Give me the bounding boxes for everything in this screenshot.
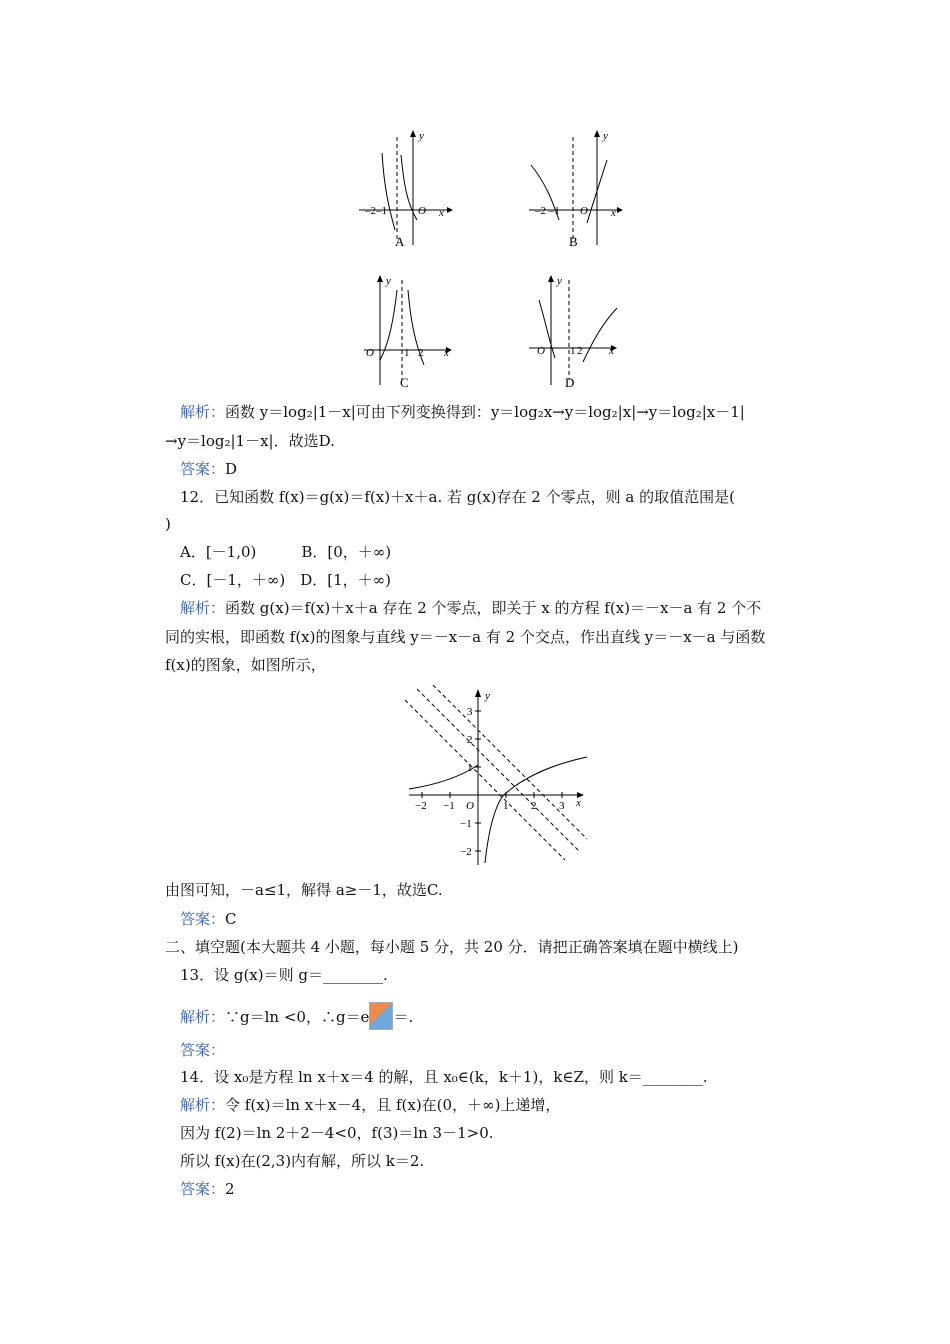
fig-d-origin: O: [537, 345, 545, 357]
fig-a-x: x: [439, 207, 444, 219]
graph-ytick: 1: [467, 762, 473, 774]
broken-image-icon: [369, 1002, 393, 1030]
graph-y-label: y: [485, 690, 490, 702]
q13-stem: 13．设 g(x)＝则 g＝________.: [180, 966, 388, 984]
fig-c-x: x: [444, 347, 449, 359]
graph-origin: O: [466, 800, 474, 812]
q13-answer: 答案：: [180, 1041, 226, 1059]
q12-answer: 答案：C: [180, 910, 237, 928]
figure-d: [525, 270, 625, 395]
q12-stem: 12．已知函数 f(x)＝g(x)＝f(x)＋x＋a. 若 g(x)存在 2 个零点，则 a 的取值范围是(: [180, 488, 735, 506]
q13-analysis: 解析：∵g＝ln <0，∴g＝e ＝.: [180, 1002, 413, 1030]
fig-b-y: y: [603, 130, 608, 142]
fig-d-tick-1: 1: [570, 345, 576, 357]
graph-ytick: −2: [460, 846, 472, 858]
q12-analysis-2: 同的实根，即函数 f(x)的图象与直线 y＝－x－a 有 2 个交点，作出直线 y＝－x－a 与函数: [165, 628, 766, 646]
graph-ytick: 2: [467, 734, 473, 746]
figure-b: [525, 125, 625, 250]
fig-c-label: C: [400, 375, 409, 390]
graph-ytick: 3: [467, 706, 473, 718]
q12-analysis: 解析：函数 g(x)＝f(x)＋x＋a 存在 2 个零点，即关于 x 的方程 f(x)＝－x－a 有 2 个不: [180, 599, 762, 617]
q11-answer: 答案：D: [180, 460, 238, 478]
q14-answer: 答案：2: [180, 1180, 235, 1198]
q11-analysis: 解析：函数 y＝log₂|1－x|可由下列变换得到：y＝log₂x→y＝log₂|x|→y＝log₂|x－1|: [180, 403, 745, 421]
q12-conclusion: 由图可知，－a≤1，解得 a≥－1，故选C.: [165, 881, 443, 899]
q12-analysis-3: f(x)的图象，如图所示，: [165, 656, 326, 674]
graph-xtick: 3: [559, 800, 565, 812]
fig-b-ticks: –2 –1: [535, 205, 560, 217]
section-heading: 二、填空题(本大题共 4 小题，每小题 5 分，共 20 分．请把正确答案填在题中横线上): [165, 938, 739, 956]
fig-d-x: x: [609, 345, 614, 357]
graph-x-label: x: [576, 797, 581, 809]
q14-analysis-2: 因为 f(2)＝ln 2＋2－4<0，f(3)＝ln 3－1>0.: [180, 1124, 494, 1142]
fig-b-origin: O: [580, 205, 588, 217]
fig-d-label: D: [565, 375, 575, 390]
fig-b-x: x: [611, 207, 616, 219]
fig-c-y: y: [386, 275, 391, 287]
graph-ytick: −1: [460, 818, 472, 830]
fig-d-y: y: [557, 275, 562, 287]
figure-c: [360, 270, 460, 395]
fig-c-tick-1: 1: [404, 347, 410, 359]
q14-stem: 14．设 x₀是方程 ln x＋x＝4 的解，且 x₀∈(k，k＋1)，k∈Z，则 k＝________.: [180, 1068, 708, 1086]
fig-a-y: y: [419, 130, 424, 142]
fig-a-origin: O: [418, 205, 426, 217]
q14-analysis: 解析：令 f(x)＝ln x＋x－4，且 f(x)在(0，＋∞)上递增，: [180, 1096, 561, 1114]
graph-xtick: 1: [503, 800, 509, 812]
q12-graph: [405, 685, 595, 870]
q12-options-1: A．[－1,0) B．[0，＋∞): [180, 543, 392, 561]
graph-xtick: −1: [443, 800, 455, 812]
q11-analysis-cont: →y＝log₂|1－x|．故选D.: [165, 432, 335, 450]
fig-c-tick-2: 2: [418, 347, 424, 359]
figure-a: [355, 125, 455, 250]
fig-b-label: B: [569, 234, 578, 249]
graph-xtick: 2: [531, 800, 537, 812]
fig-d-tick-2: 2: [577, 345, 583, 357]
q12-options-2: C．[－1，＋∞) D．[1，＋∞): [180, 571, 391, 589]
fig-c-origin: O: [366, 347, 374, 359]
graph-xtick: −2: [415, 800, 427, 812]
q14-analysis-3: 所以 f(x)在(2,3)内有解，所以 k＝2.: [180, 1152, 425, 1170]
fig-a-label: A: [395, 234, 405, 249]
fig-a-ticks: –2–1: [365, 205, 387, 217]
q12-stem-cont: ): [165, 515, 171, 533]
analysis-label: 解析：: [180, 403, 226, 421]
